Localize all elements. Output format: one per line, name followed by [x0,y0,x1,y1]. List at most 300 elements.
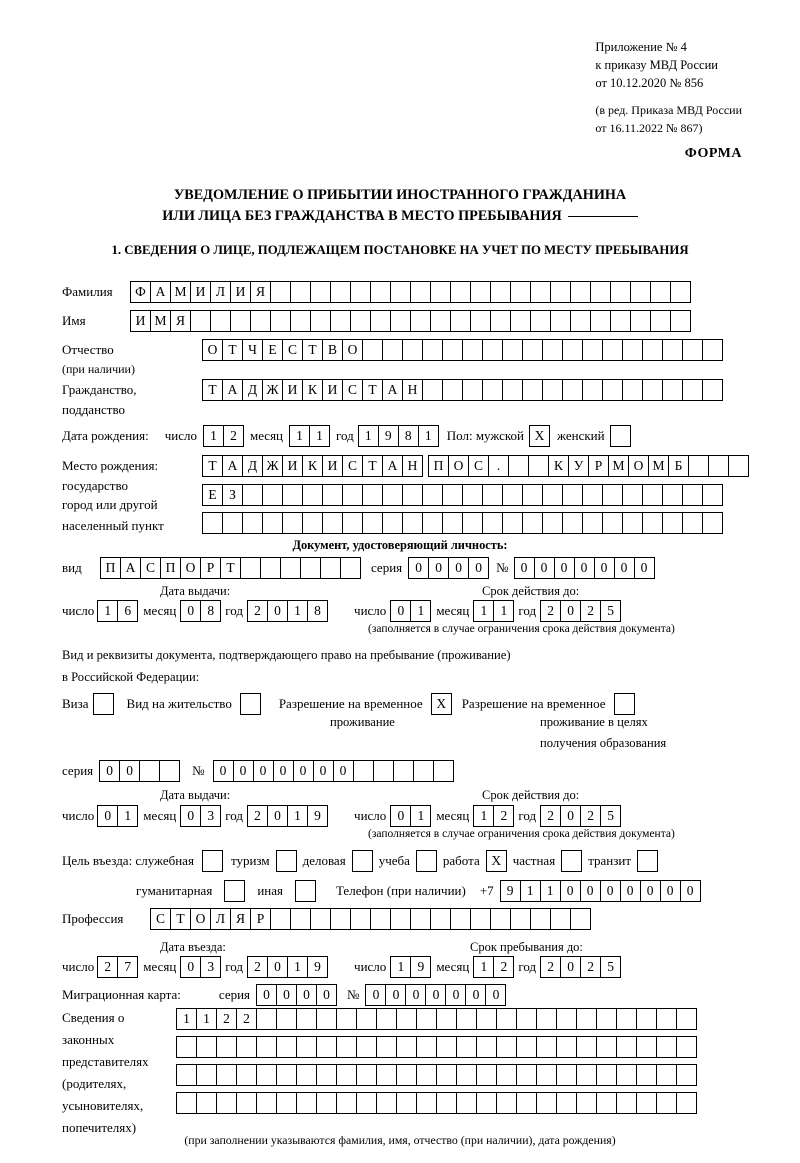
form-cell[interactable] [510,310,531,332]
form-cell[interactable]: 0 [233,760,254,782]
form-cell[interactable] [353,760,374,782]
form-cell[interactable] [416,1008,437,1030]
form-cell[interactable]: 0 [580,880,601,902]
form-cell[interactable] [456,1008,477,1030]
form-cell[interactable] [502,484,523,506]
form-cell[interactable] [476,1008,497,1030]
form-cell[interactable] [382,512,403,534]
form-cell[interactable]: 0 [425,984,446,1006]
form-cell[interactable] [442,484,463,506]
form-cell[interactable] [616,1036,637,1058]
form-cell[interactable] [602,379,623,401]
form-cell[interactable] [536,1092,557,1114]
form-cell[interactable]: 0 [180,805,201,827]
form-cell[interactable]: А [222,455,243,477]
form-cell[interactable] [236,1036,257,1058]
form-cell[interactable] [336,1036,357,1058]
form-cell[interactable] [670,310,691,332]
stay-until-day-input[interactable] [390,956,431,978]
form-cell[interactable] [376,1008,397,1030]
form-cell[interactable]: 8 [307,600,328,622]
form-cell[interactable] [637,850,658,872]
form-cell[interactable]: К [302,455,323,477]
form-cell[interactable]: 1 [176,1008,197,1030]
form-cell[interactable] [302,512,323,534]
form-cell[interactable]: 0 [514,557,535,579]
form-cell[interactable] [282,512,303,534]
form-cell[interactable] [450,310,471,332]
form-cell[interactable] [442,512,463,534]
form-cell[interactable] [370,908,391,930]
form-cell[interactable] [516,1064,537,1086]
form-cell[interactable]: С [342,379,363,401]
form-cell[interactable] [350,310,371,332]
form-cell[interactable] [482,379,503,401]
form-cell[interactable] [390,908,411,930]
birth-place-city-input-3[interactable] [202,512,723,534]
form-cell[interactable] [262,484,283,506]
form-cell[interactable] [242,484,263,506]
form-cell[interactable]: 0 [213,760,234,782]
form-cell[interactable] [256,1092,277,1114]
form-cell[interactable] [236,1064,257,1086]
form-cell[interactable]: О [628,455,649,477]
form-cell[interactable]: 1 [473,600,494,622]
form-cell[interactable] [282,484,303,506]
form-cell[interactable] [352,850,373,872]
form-cell[interactable] [260,557,281,579]
form-cell[interactable] [210,310,231,332]
form-cell[interactable] [93,693,114,715]
form-cell[interactable]: Ч [242,339,263,361]
form-cell[interactable]: Т [170,908,191,930]
form-cell[interactable]: X [431,693,452,715]
form-cell[interactable] [636,1064,657,1086]
form-cell[interactable]: С [140,557,161,579]
form-cell[interactable] [530,310,551,332]
form-cell[interactable] [422,512,443,534]
form-cell[interactable]: 0 [600,880,621,902]
form-cell[interactable] [562,339,583,361]
form-cell[interactable] [550,281,571,303]
form-cell[interactable] [582,484,603,506]
form-cell[interactable] [330,310,351,332]
form-cell[interactable] [462,379,483,401]
form-cell[interactable] [322,512,343,534]
stay-valid-month-input[interactable] [473,805,514,827]
form-cell[interactable] [496,1036,517,1058]
form-cell[interactable]: М [150,310,171,332]
form-cell[interactable] [276,1064,297,1086]
form-cell[interactable] [522,512,543,534]
form-cell[interactable] [382,484,403,506]
form-cell[interactable] [310,310,331,332]
form-cell[interactable] [290,310,311,332]
form-cell[interactable]: 0 [390,805,411,827]
form-cell[interactable] [416,850,437,872]
form-cell[interactable]: 1 [493,600,514,622]
form-cell[interactable] [176,1092,197,1114]
form-cell[interactable] [570,281,591,303]
form-cell[interactable] [276,850,297,872]
form-cell[interactable]: 0 [680,880,701,902]
form-cell[interactable] [462,512,483,534]
form-cell[interactable]: 0 [313,760,334,782]
form-cell[interactable] [270,310,291,332]
form-cell[interactable]: Е [262,339,283,361]
form-cell[interactable]: 1 [418,425,439,447]
form-cell[interactable] [702,484,723,506]
form-cell[interactable] [561,850,582,872]
form-cell[interactable]: 0 [390,600,411,622]
form-cell[interactable]: М [648,455,669,477]
birth-place-country-input[interactable] [202,455,423,477]
form-cell[interactable] [362,339,383,361]
form-cell[interactable] [393,760,414,782]
form-cell[interactable]: Т [302,339,323,361]
form-cell[interactable] [422,339,443,361]
form-cell[interactable]: 0 [119,760,140,782]
form-cell[interactable] [490,281,511,303]
form-cell[interactable]: Т [220,557,241,579]
form-cell[interactable] [656,1064,677,1086]
stay-issue-month-input[interactable] [180,805,221,827]
form-cell[interactable] [650,281,671,303]
form-cell[interactable] [456,1092,477,1114]
form-cell[interactable]: В [322,339,343,361]
form-cell[interactable] [596,1036,617,1058]
form-cell[interactable] [433,760,454,782]
form-cell[interactable] [216,1092,237,1114]
form-cell[interactable] [610,281,631,303]
sex-female-checkbox[interactable] [610,425,631,447]
form-cell[interactable] [370,281,391,303]
form-cell[interactable] [630,281,651,303]
form-cell[interactable] [256,1064,277,1086]
form-cell[interactable]: О [342,339,363,361]
form-cell[interactable] [176,1036,197,1058]
form-cell[interactable]: 9 [307,956,328,978]
form-cell[interactable] [662,379,683,401]
form-cell[interactable] [656,1092,677,1114]
form-cell[interactable]: 0 [276,984,297,1006]
form-cell[interactable] [550,908,571,930]
identity-issue-month-input[interactable] [180,600,221,622]
form-cell[interactable]: 9 [410,956,431,978]
form-cell[interactable] [508,455,529,477]
form-cell[interactable]: 2 [580,805,601,827]
form-cell[interactable]: М [170,281,191,303]
form-cell[interactable]: 2 [223,425,244,447]
form-cell[interactable]: А [150,281,171,303]
form-cell[interactable]: 1 [287,805,308,827]
migration-series-input[interactable] [256,984,337,1006]
form-cell[interactable] [430,310,451,332]
form-cell[interactable] [159,760,180,782]
stay-issue-year-input[interactable] [247,805,328,827]
form-cell[interactable] [356,1092,377,1114]
form-cell[interactable] [622,484,643,506]
form-cell[interactable]: 1 [97,600,118,622]
form-cell[interactable]: И [190,281,211,303]
form-cell[interactable] [396,1064,417,1086]
form-cell[interactable] [280,557,301,579]
form-cell[interactable]: Н [402,379,423,401]
representatives-input-1[interactable] [176,1008,697,1030]
form-cell[interactable] [436,1036,457,1058]
form-cell[interactable]: 1 [196,1008,217,1030]
form-cell[interactable]: Д [242,455,263,477]
form-cell[interactable] [616,1092,637,1114]
form-cell[interactable] [642,512,663,534]
purpose-work-checkbox[interactable] [486,850,507,872]
identity-issue-day-input[interactable] [97,600,138,622]
form-cell[interactable]: Е [202,484,223,506]
form-cell[interactable] [610,425,631,447]
form-cell[interactable] [330,281,351,303]
form-cell[interactable]: Н [402,455,423,477]
form-cell[interactable] [636,1036,657,1058]
form-cell[interactable] [616,1064,637,1086]
form-cell[interactable]: Р [200,557,221,579]
form-cell[interactable] [496,1092,517,1114]
birth-place-city-input-2[interactable] [202,484,723,506]
form-cell[interactable] [596,1092,617,1114]
purpose-study-checkbox[interactable] [416,850,437,872]
form-cell[interactable] [642,339,663,361]
form-cell[interactable] [556,1064,577,1086]
form-cell[interactable] [502,339,523,361]
form-cell[interactable] [516,1008,537,1030]
form-cell[interactable]: 2 [216,1008,237,1030]
birth-year-input[interactable] [358,425,439,447]
form-cell[interactable]: 0 [614,557,635,579]
form-cell[interactable] [410,310,431,332]
stay-number-input[interactable] [213,760,454,782]
citizenship-input[interactable] [202,379,723,401]
form-cell[interactable]: 1 [520,880,541,902]
form-cell[interactable]: 2 [236,1008,257,1030]
form-cell[interactable]: А [382,455,403,477]
form-cell[interactable] [502,512,523,534]
form-cell[interactable] [316,1008,337,1030]
form-cell[interactable]: О [448,455,469,477]
form-cell[interactable]: 0 [267,956,288,978]
entry-year-input[interactable] [247,956,328,978]
form-cell[interactable]: 1 [540,880,561,902]
form-cell[interactable] [376,1064,397,1086]
form-cell[interactable] [356,1036,377,1058]
form-cell[interactable] [496,1064,517,1086]
form-cell[interactable]: 0 [554,557,575,579]
form-cell[interactable] [222,512,243,534]
form-cell[interactable]: 0 [99,760,120,782]
form-cell[interactable]: М [608,455,629,477]
form-cell[interactable]: 0 [253,760,274,782]
form-cell[interactable]: 0 [256,984,277,1006]
identity-number-input[interactable] [514,557,655,579]
form-cell[interactable] [310,281,331,303]
form-cell[interactable]: Л [210,281,231,303]
form-cell[interactable]: 1 [410,805,431,827]
form-cell[interactable]: 0 [293,760,314,782]
form-cell[interactable]: 0 [534,557,555,579]
form-cell[interactable]: И [322,455,343,477]
form-cell[interactable] [676,1008,697,1030]
form-cell[interactable] [376,1036,397,1058]
purpose-official-checkbox[interactable] [202,850,223,872]
stay-valid-day-input[interactable] [390,805,431,827]
purpose-other-checkbox[interactable] [295,880,316,902]
identity-valid-month-input[interactable] [473,600,514,622]
form-cell[interactable] [576,1092,597,1114]
form-cell[interactable] [702,512,723,534]
stay-until-month-input[interactable] [473,956,514,978]
form-cell[interactable]: Д [242,379,263,401]
form-cell[interactable]: 2 [540,956,561,978]
form-cell[interactable] [336,1008,357,1030]
form-cell[interactable] [230,310,251,332]
form-cell[interactable] [422,484,443,506]
form-cell[interactable] [590,281,611,303]
form-cell[interactable] [476,1092,497,1114]
form-cell[interactable]: 1 [203,425,224,447]
form-cell[interactable] [250,310,271,332]
form-cell[interactable] [582,339,603,361]
form-cell[interactable]: X [529,425,550,447]
form-cell[interactable] [296,1092,317,1114]
form-cell[interactable] [450,281,471,303]
form-cell[interactable]: 0 [273,760,294,782]
form-cell[interactable] [682,339,703,361]
form-cell[interactable] [550,310,571,332]
form-cell[interactable]: Т [202,455,223,477]
form-cell[interactable] [436,1092,457,1114]
form-cell[interactable] [528,455,549,477]
form-cell[interactable]: Р [588,455,609,477]
form-cell[interactable] [682,484,703,506]
form-cell[interactable] [390,310,411,332]
residence-checkbox[interactable] [240,693,261,715]
form-cell[interactable] [362,512,383,534]
form-cell[interactable] [622,339,643,361]
entry-month-input[interactable] [180,956,221,978]
form-cell[interactable] [396,1036,417,1058]
form-cell[interactable]: X [486,850,507,872]
form-cell[interactable] [410,281,431,303]
form-cell[interactable]: 5 [600,600,621,622]
form-cell[interactable] [482,484,503,506]
form-cell[interactable]: П [428,455,449,477]
form-cell[interactable] [556,1036,577,1058]
birth-month-input[interactable] [289,425,330,447]
form-cell[interactable] [336,1064,357,1086]
form-cell[interactable] [396,1092,417,1114]
form-cell[interactable]: 0 [660,880,681,902]
form-cell[interactable] [356,1008,377,1030]
form-cell[interactable] [630,310,651,332]
form-cell[interactable] [436,1064,457,1086]
form-cell[interactable]: 6 [117,600,138,622]
form-cell[interactable] [556,1008,577,1030]
form-cell[interactable] [256,1008,277,1030]
form-cell[interactable] [542,484,563,506]
form-cell[interactable] [310,908,331,930]
purpose-private-checkbox[interactable] [561,850,582,872]
form-cell[interactable]: 1 [473,956,494,978]
form-cell[interactable]: 0 [267,805,288,827]
form-cell[interactable]: П [100,557,121,579]
form-cell[interactable] [216,1064,237,1086]
form-cell[interactable] [402,339,423,361]
form-cell[interactable]: Я [230,908,251,930]
birth-place-city-input[interactable] [428,455,749,477]
form-cell[interactable]: 5 [600,956,621,978]
form-cell[interactable] [350,281,371,303]
form-cell[interactable]: 8 [200,600,221,622]
form-cell[interactable] [542,379,563,401]
form-cell[interactable]: Ж [262,379,283,401]
form-cell[interactable] [256,1036,277,1058]
patronymic-input[interactable] [202,339,723,361]
form-cell[interactable]: 0 [365,984,386,1006]
form-cell[interactable]: 0 [448,557,469,579]
purpose-humanitarian-checkbox[interactable] [224,880,245,902]
form-cell[interactable] [502,379,523,401]
form-cell[interactable] [636,1092,657,1114]
form-cell[interactable]: Ф [130,281,151,303]
form-cell[interactable] [362,484,383,506]
birth-day-input[interactable] [203,425,244,447]
form-cell[interactable]: И [282,379,303,401]
form-cell[interactable]: С [150,908,171,930]
form-cell[interactable]: 0 [180,600,201,622]
form-cell[interactable] [676,1064,697,1086]
form-cell[interactable] [276,1092,297,1114]
form-cell[interactable]: К [302,379,323,401]
form-cell[interactable] [382,339,403,361]
form-cell[interactable]: 5 [600,805,621,827]
form-cell[interactable] [176,1064,197,1086]
profession-input[interactable] [150,908,591,930]
form-cell[interactable] [676,1092,697,1114]
form-cell[interactable] [270,908,291,930]
form-cell[interactable]: 0 [640,880,661,902]
form-cell[interactable]: 0 [574,557,595,579]
form-cell[interactable] [330,908,351,930]
form-cell[interactable] [482,512,503,534]
form-cell[interactable] [202,512,223,534]
form-cell[interactable] [416,1092,437,1114]
form-cell[interactable] [276,1036,297,1058]
form-cell[interactable]: 3 [200,805,221,827]
form-cell[interactable] [240,557,261,579]
form-cell[interactable]: 2 [540,805,561,827]
form-cell[interactable] [316,1036,337,1058]
name-input[interactable] [130,310,691,332]
form-cell[interactable] [436,1008,457,1030]
form-cell[interactable]: К [548,455,569,477]
form-cell[interactable] [340,557,361,579]
form-cell[interactable] [430,281,451,303]
form-cell[interactable]: 1 [410,600,431,622]
form-cell[interactable] [596,1064,617,1086]
edu-residence-checkbox[interactable] [614,693,635,715]
form-cell[interactable]: 0 [428,557,449,579]
form-cell[interactable] [522,379,543,401]
form-cell[interactable]: 0 [97,805,118,827]
form-cell[interactable] [670,281,691,303]
